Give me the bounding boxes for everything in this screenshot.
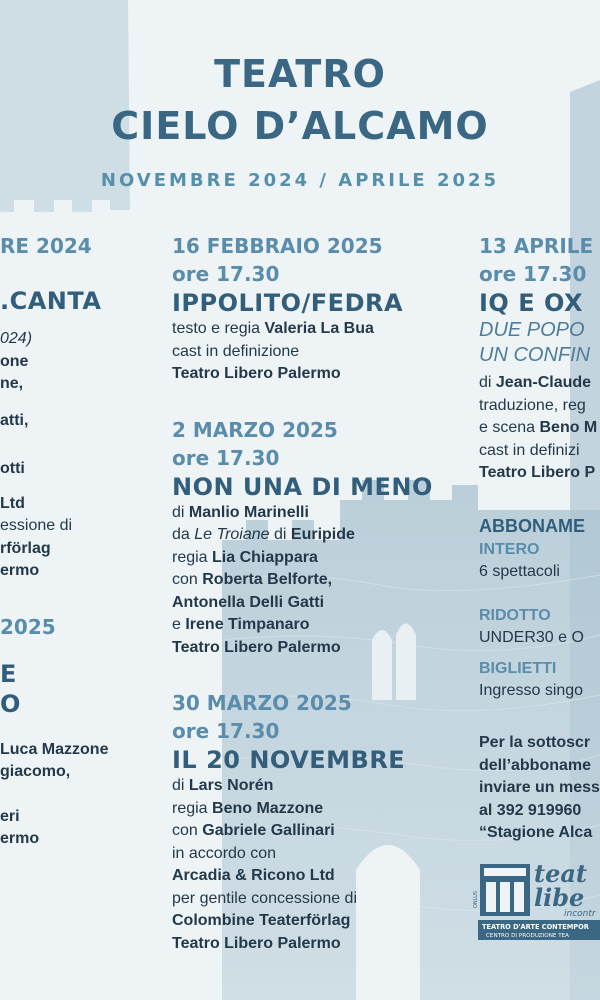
info-line: Per la sottoscr [479,734,591,751]
event-line: atti, [0,411,29,429]
director-name: Valeria La Bua [264,320,374,337]
event-line: Luca Mazzone [0,740,109,758]
event-title: E [0,659,17,688]
event-line: e [172,616,186,633]
cast-name: Roberta Belforte, [202,571,333,588]
event-il-20-novembre [172,689,433,955]
event-line: giacomo, [0,763,71,780]
info-line: dell’abboname [479,756,592,774]
event-line: ermo [0,830,40,847]
event-date: 2025 [0,614,56,639]
season-dates: NOVEMBRE 2024 / APRILE 2025 [100,170,500,191]
info-line: al 392 919960 [479,801,582,819]
event-title: .CANTA [0,287,102,315]
event-line: regia [172,799,213,817]
event-title: O [0,689,21,718]
author-name: Euripide [290,526,355,543]
company-name: Teatro Libero Palermo [172,934,341,952]
event-line: ne, [0,375,24,392]
theatre-name-line2: CIELO D’ALCAMO [111,104,489,148]
company-name: Teatro Libero Palermo [172,638,341,656]
price-value: UNDER30 e O [479,629,584,646]
price-label: BIGLIETTI [479,659,557,677]
event-line: essione di [0,517,73,534]
cast-name: Irene Timpanaro [185,616,310,633]
event-subtitle: UN CONFIN [479,344,591,366]
event-line: e scena [479,419,540,436]
logo-word: incontr [564,909,596,919]
event-ippolito-fedra [172,232,433,386]
event-time: ore 17.30 [172,719,280,743]
director-name: Beno Mazzone [212,799,324,817]
author-name: Manlio Marinelli [188,503,309,521]
event-line: rförlag [0,539,51,557]
event-line: con [172,571,203,588]
director-name: Lia Chiappara [212,548,318,566]
event-title: NON UNA DI MENO [172,472,433,501]
event-date: 13 APRILE [479,234,594,258]
event-line: one [0,352,29,370]
subscription-heading: ABBONAME [479,515,585,536]
event-date: 16 FEBBRAIO 2025 [172,234,383,258]
event-line: da [172,526,195,543]
info-line: inviare un mess [479,779,600,796]
event-title: IQ E OX [479,289,583,317]
event-line: testo e regia [172,320,265,337]
event-line: di [269,526,291,543]
event-date: 30 MARZO 2025 [172,691,352,715]
logo-word: libe [534,883,585,912]
author-name: Lars Norén [188,777,274,794]
event-title: IPPOLITO/FEDRA [172,289,404,317]
publisher-name: Colombine Teaterförlag [172,912,351,929]
info-line: “Stagione Alca [479,824,593,841]
event-non-una-di-meno [172,416,433,660]
event-subtitle: DUE POPO [479,319,585,341]
director-name: Beno M [539,419,598,436]
right-column [479,232,600,845]
company-name: Teatro Libero P [479,464,596,481]
partner-name: Arcadia & Ricono Ltd [172,867,335,884]
event-line: otti [0,460,25,477]
logo-side-text: ONLUS [473,890,479,908]
event-line: Ltd [0,494,25,512]
cast-name: Gabriele Gallinari [202,822,335,839]
event-line: di [479,374,496,391]
event-title: IL 20 NOVEMBRE [172,746,406,774]
logo-word: teat [534,859,587,888]
event-time: ore 17.30 [172,262,280,286]
logo-band-text: CENTRO DI PRODUZIONE TEA [486,933,569,939]
event-time: ore 17.30 [479,262,587,286]
author-name: Jean-Claude [495,374,592,391]
price-label: RIDOTTO [479,607,551,624]
teatro-libero-logo [473,856,600,946]
logo-band-text: TEATRO D'ARTE CONTEMPOR [482,923,589,931]
event-line: cast in definizione [172,342,300,360]
event-line: 024) [0,330,33,347]
price-value: Ingresso singo [479,681,584,699]
event-line: di [172,777,189,794]
event-line: in accordo con [172,844,277,862]
price-value: 6 spettacoli [479,562,560,580]
left-column [0,232,108,851]
event-line: traduzione, reg [479,396,586,414]
company-name: Teatro Libero Palermo [172,365,341,382]
work-title: Le Troiane [194,526,270,543]
price-label: INTERO [479,540,540,558]
event-line: regia [172,548,213,566]
middle-column [172,232,433,955]
event-line: eri [0,807,20,825]
cast-name: Antonella Delli Gatti [172,593,325,611]
event-line: di [172,503,189,521]
event-line: per gentile concessione di [172,889,358,907]
event-line: ermo [0,562,40,579]
event-line: con [172,822,203,839]
event-time: ore 17.30 [172,445,280,470]
event-date: RE 2024 [0,234,92,258]
event-line: cast in definizi [479,441,580,459]
event-date: 2 MARZO 2025 [172,417,338,442]
theatre-name-line1: TEATRO [214,52,386,96]
